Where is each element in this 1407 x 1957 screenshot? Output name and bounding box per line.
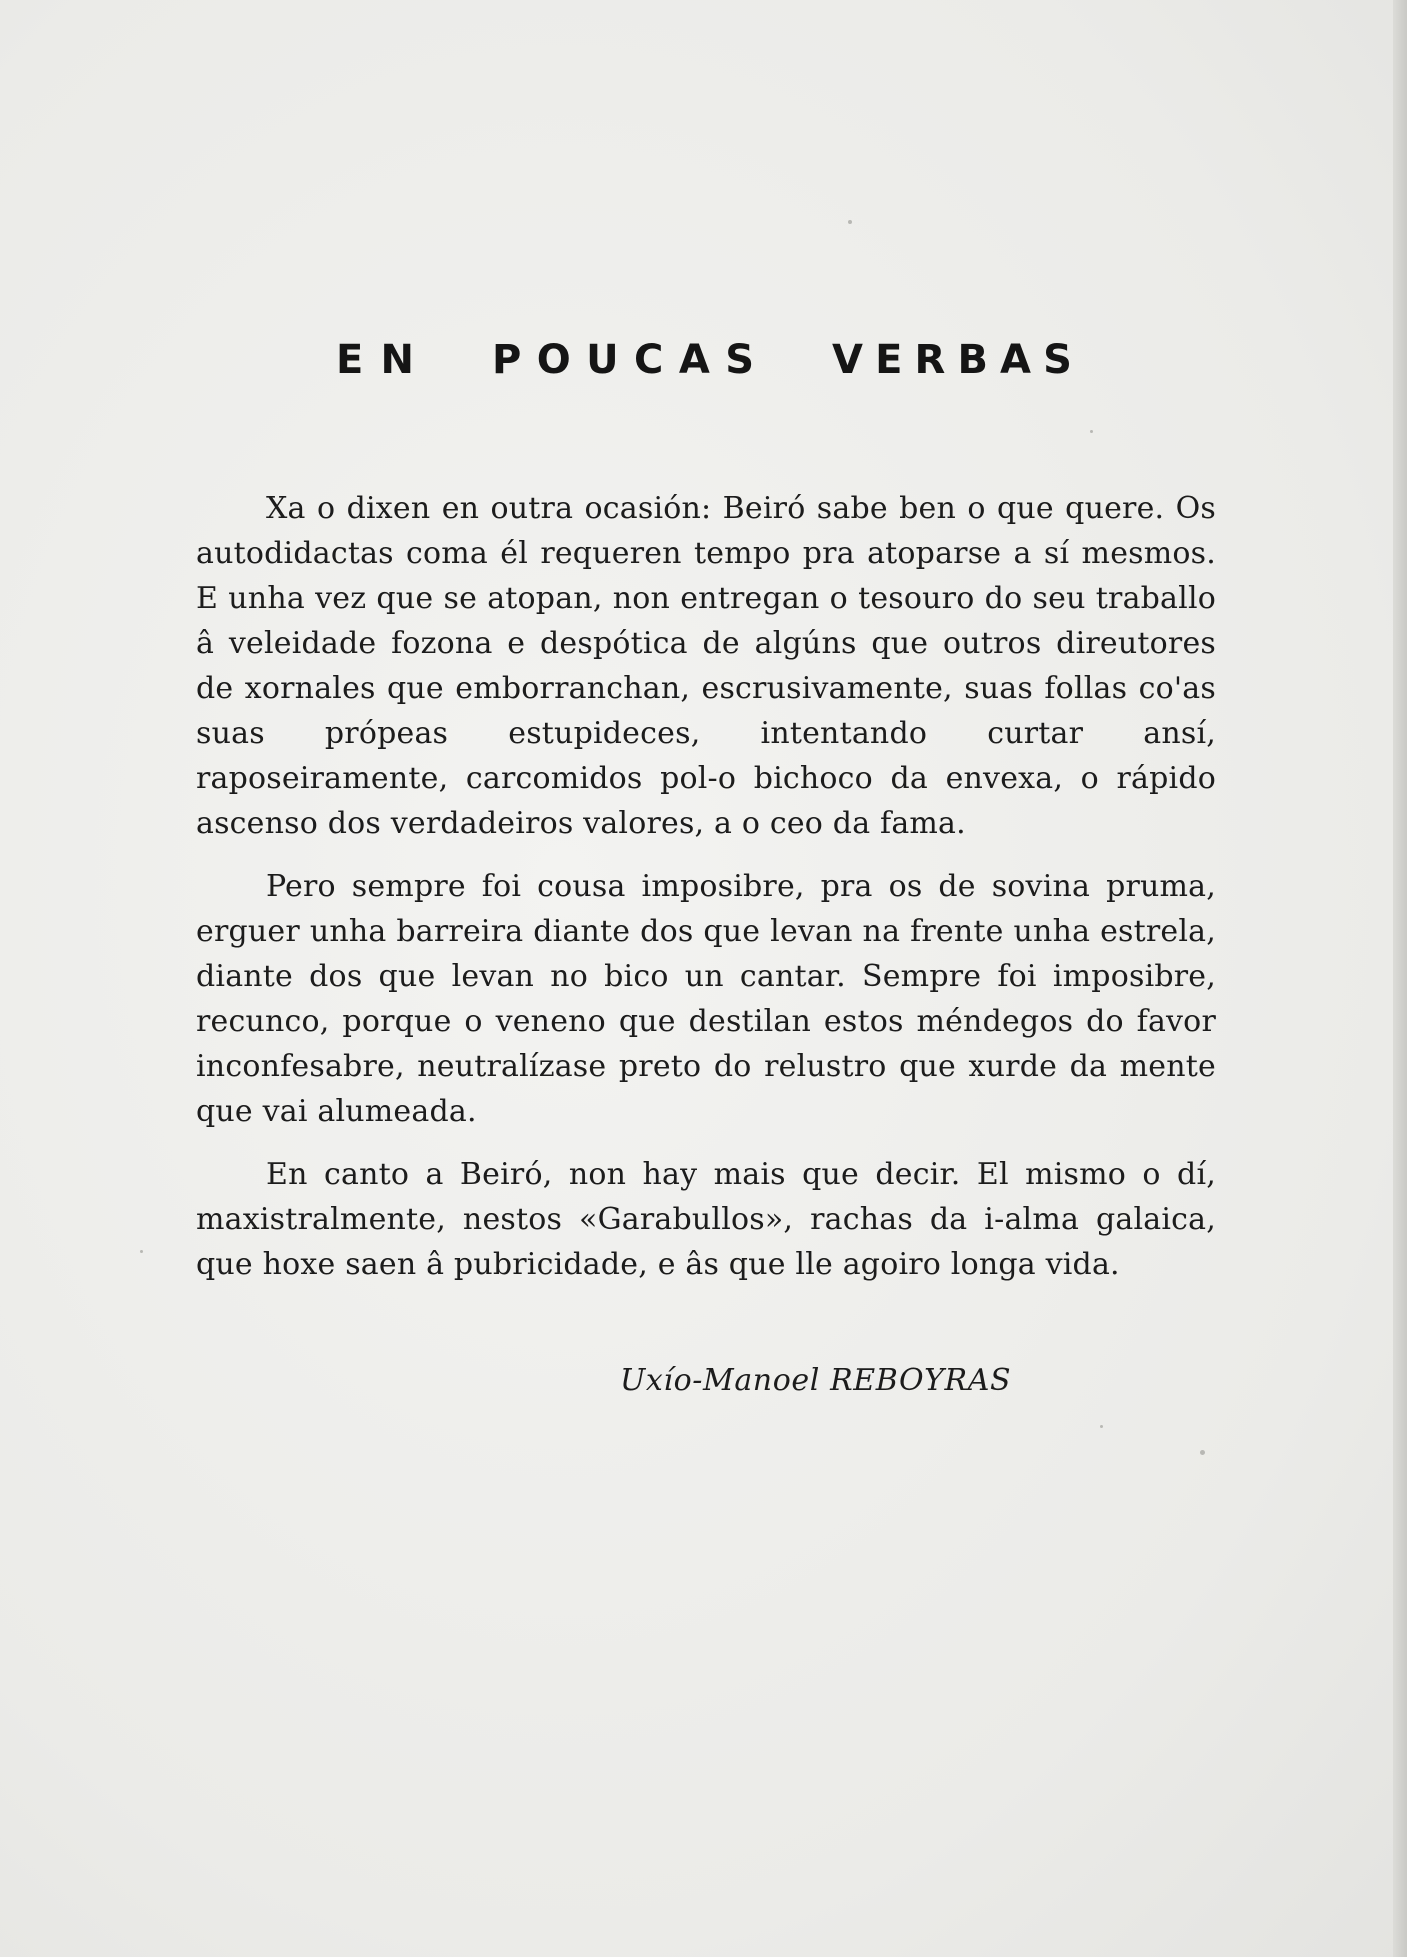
title-letter: S [725,337,754,383]
title-letter: O [536,337,571,383]
title-letter: E [336,337,364,383]
title-letter: R [914,337,946,383]
title-letter: V [832,337,863,383]
title-letter: A [678,337,710,383]
title-letter: S [1043,337,1072,383]
paragraph-2: Pero sempre foi cousa imposibre, pra os de sovina pruma, erguer unha barreira diante dos que levan na frente unha estrela, diante dos que levan no bico un cantar. Sempre foi imposibre, recunco, porque o veneno que destilan estos méndegos do favor inconfesabre, neutralízase preto do relustro que xurde da mente que vai alumeada. [196,869,1216,1129]
paragraph-3: En canto a Beiró, non hay mais que decir. El mismo o dí, maxistralmente, nestos «Garabullos», rachas da i-alma galaica, que hoxe saen â pubricidade, e âs que lle agoiro longa vida. [196,1157,1216,1282]
paper-speck [1100,1425,1103,1428]
paper-speck [1090,430,1093,433]
title-letter: A [1000,337,1032,383]
paragraph-1: Xa o dixen en outra ocasión: Beiró sabe ben o que quere. Os autodidactas coma él requeren tempo pra atoparse a sí mesmos. E unha vez que se atopan, non entregan o tesouro do seu traballo â veleidade fozona e despótica de algúns que outros direutores de xornales que emborranchan, escrusivamente, suas follas co'as suas própeas estupideces, intentando curtar ansí, raposeiramente, carcomidos pol-o bichoco da envexa, o rápido ascenso dos verdadeiros valores, a o ceo da fama. [196,491,1216,841]
page-title [336,336,1072,384]
title-letter: E [875,337,903,383]
author-signature: Uxío-Manoel REBOYRAS [620,1363,1012,1398]
body-text [196,486,1216,1287]
title-letter: B [957,337,988,383]
title-word-1 [336,337,414,383]
paper-speck [848,220,852,224]
page-edge-shadow [1393,0,1407,1957]
title-letter: U [586,337,619,383]
title-letter: N [380,337,414,383]
title-letter: C [634,337,664,383]
title-word-3 [832,337,1072,383]
paper-speck [140,1250,143,1253]
paper-speck [1200,1450,1205,1455]
title-letter: P [492,337,522,383]
title-word-2 [492,337,754,383]
